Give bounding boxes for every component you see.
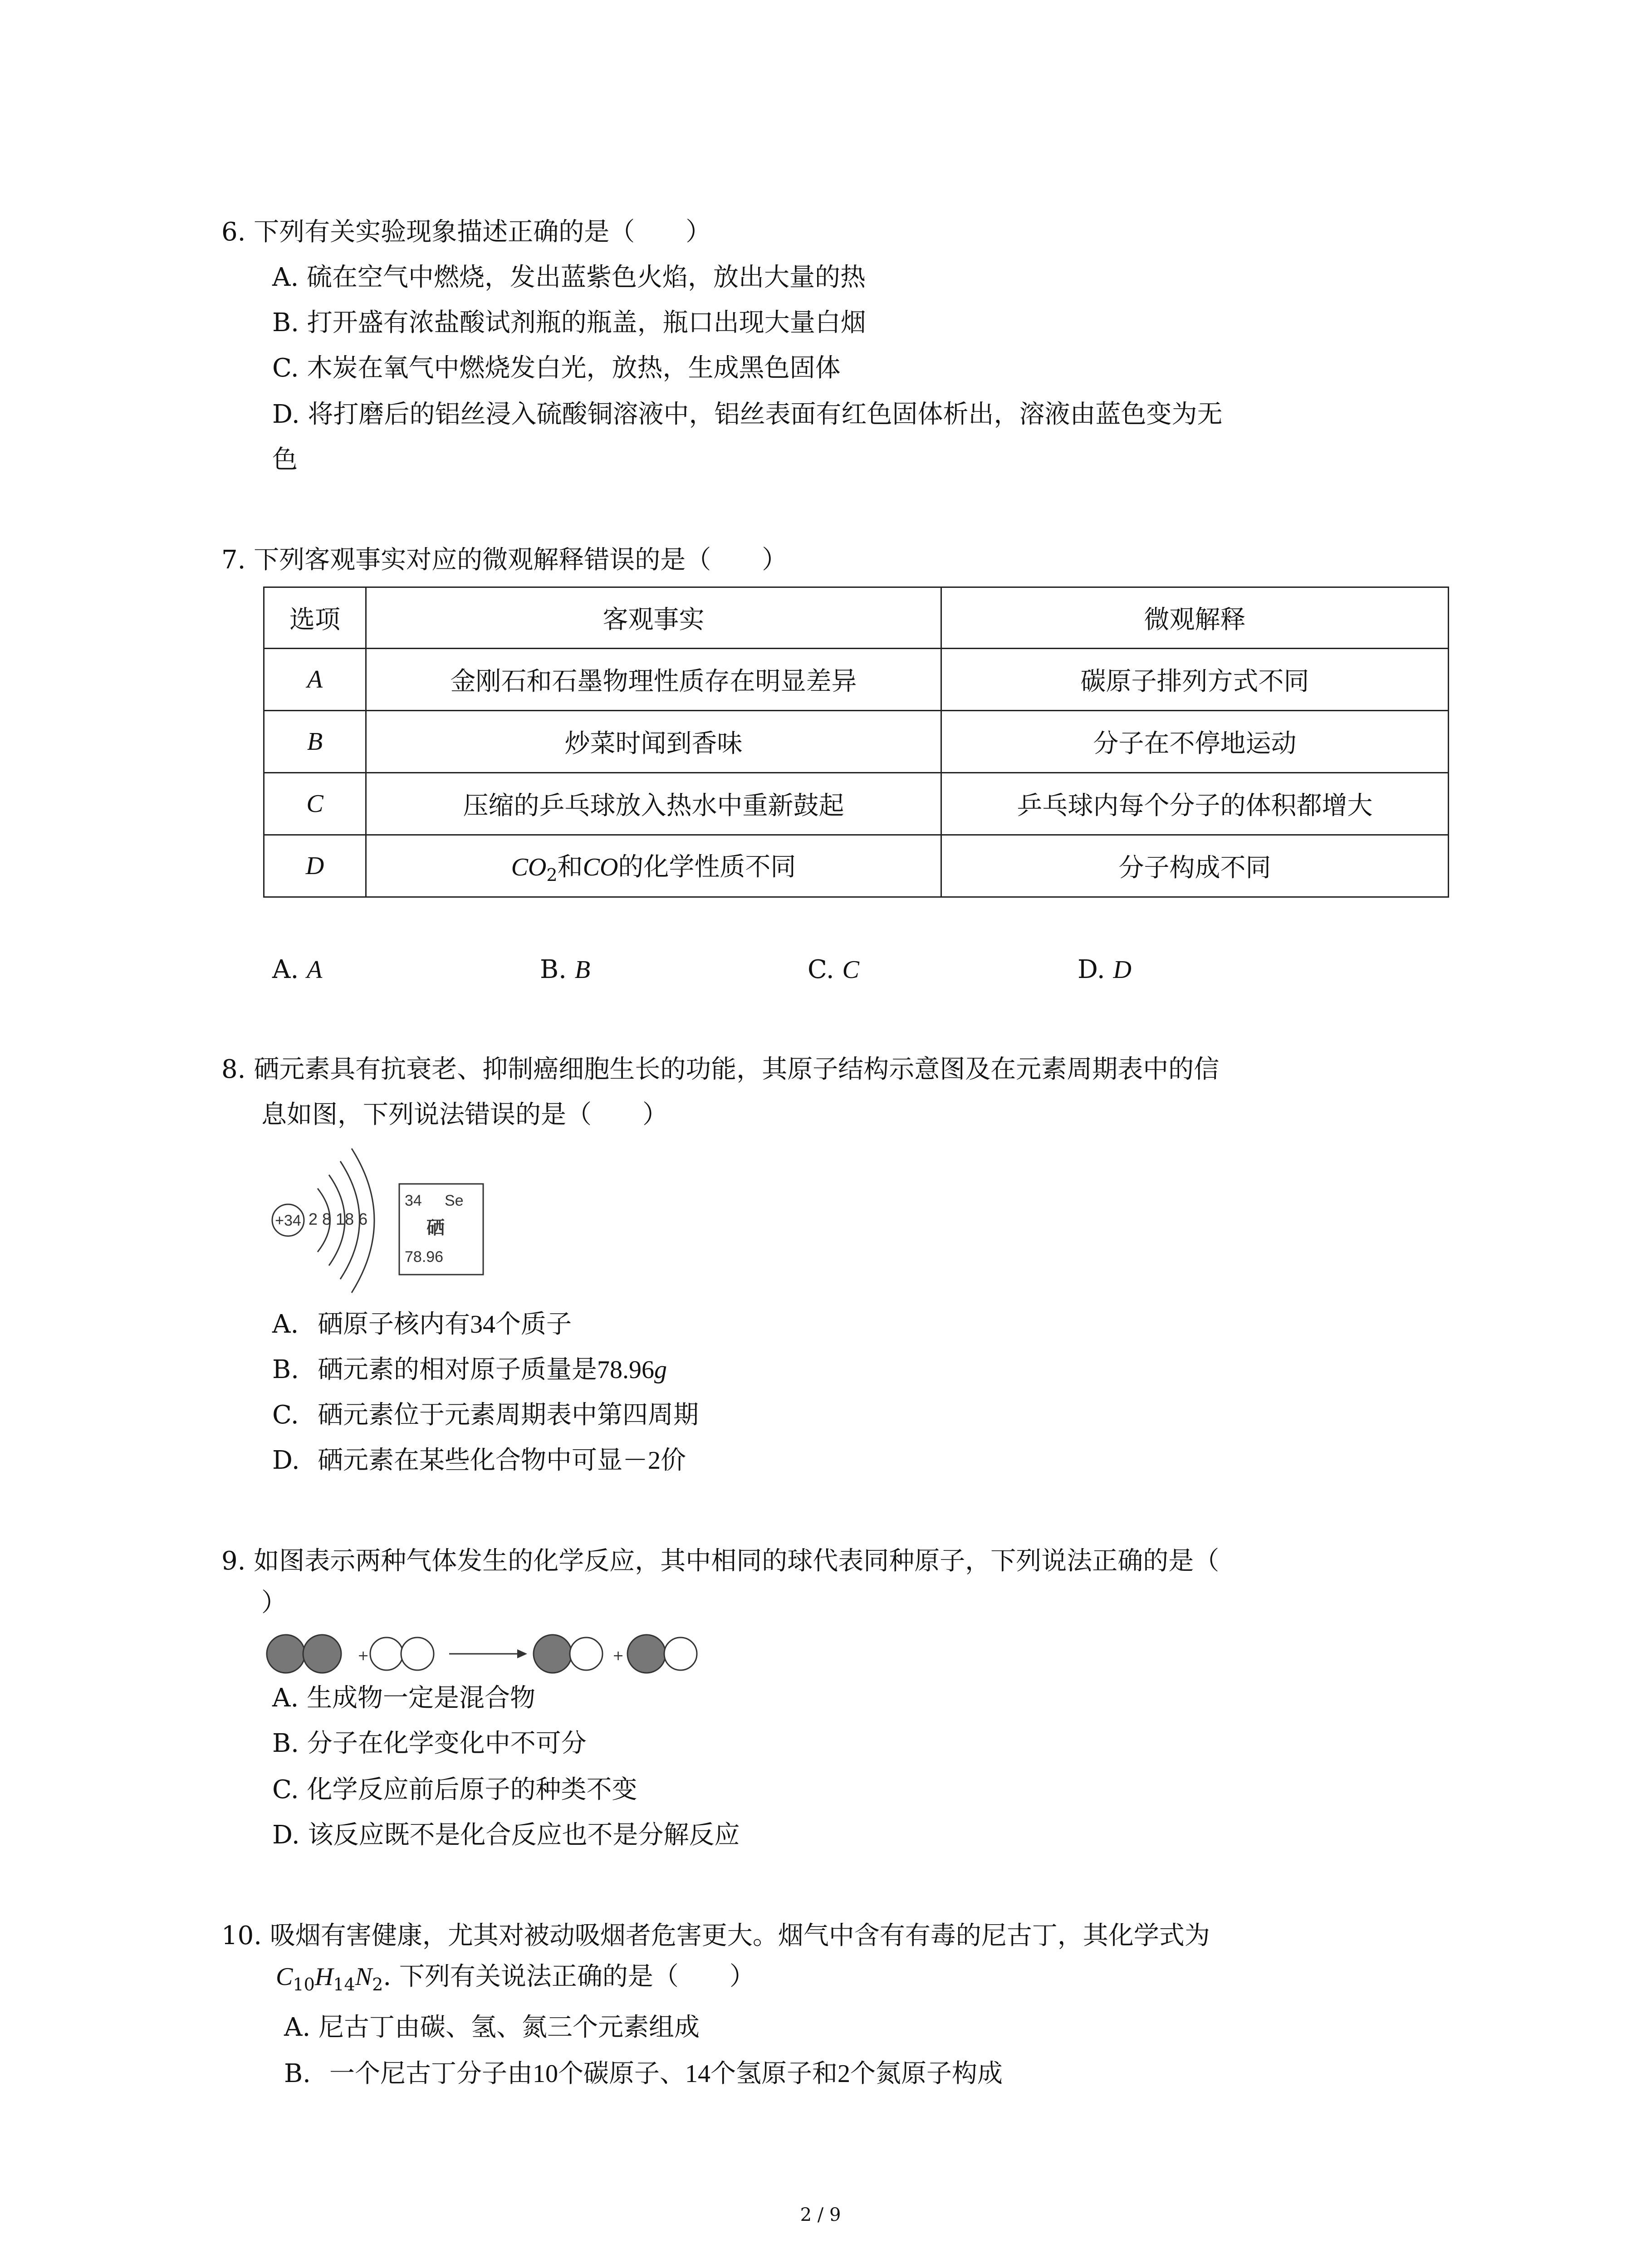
element-name: 硒 (426, 1217, 445, 1238)
dark-atom (534, 1635, 572, 1673)
question-9-option-d: D. 该反应既不是化合反应也不是分解反应 (272, 1820, 740, 1850)
option-number: 10 (533, 2060, 558, 2088)
table-cell-option: C (264, 773, 366, 835)
option-number: 78.96 (597, 1356, 654, 1384)
question-8-option-a (272, 1306, 572, 1343)
table-cell-explanation: 分子在不停地运动 (941, 711, 1449, 773)
question-10-stem-line-1: 10. 吸烟有害健康，尤其对被动吸烟者危害更大。烟气中含有有毒的尼古丁，其化学式为 (221, 1921, 1210, 1950)
choice-label: A. (272, 955, 299, 984)
table-cell-explanation: 碳原子排列方式不同 (941, 649, 1449, 711)
option-text: 硒元素位于元素周期表中第四周期 (318, 1400, 699, 1430)
dark-atom (303, 1635, 341, 1673)
light-atom (570, 1637, 603, 1670)
question-6-option-b: B. 打开盛有浓盐酸试剂瓶的瓶盖，瓶口出现大量白烟 (272, 308, 866, 337)
table-row (264, 773, 1449, 835)
option-prefix: C. (272, 1400, 299, 1430)
choice-label: B. (540, 955, 567, 984)
option-number: 2 (838, 2060, 850, 2088)
option-text: 个氮原子构成 (850, 2059, 1003, 2088)
table-header-option: 选项 (264, 587, 366, 649)
option-text-b: 价 (661, 1446, 686, 1475)
choice-value: A (307, 956, 323, 984)
option-text-b: 个质子 (495, 1310, 572, 1339)
question-9-option-a: A. 生成物一定是混合物 (272, 1683, 536, 1713)
formula-c: C (276, 1963, 293, 1991)
question-8-option-b (272, 1352, 667, 1388)
option-text: 个碳原子、 (558, 2059, 685, 2088)
light-atom (370, 1637, 403, 1670)
option-text: 硒元素的相对原子质量是 (318, 1355, 597, 1384)
question-9-option-c: C. 化学反应前后原子的种类不变 (272, 1775, 637, 1804)
table-cell-option: D (264, 835, 366, 897)
table-row (264, 649, 1449, 711)
plus-sign: + (612, 1648, 624, 1664)
question-8-stem-line-2: 息如图，下列说法错误的是（ ） (261, 1100, 668, 1129)
table-cell-fact: 金刚石和石墨物理性质存在明显差异 (366, 649, 941, 711)
option-text: 硒元素在某些化合物中可显 (318, 1446, 622, 1475)
formula-h-count: 14 (333, 1975, 355, 1995)
option-text: 个氢原子和 (710, 2059, 838, 2088)
question-7-choice-b (540, 952, 590, 988)
option-number: 14 (685, 2060, 710, 2088)
choice-value: D (1113, 956, 1132, 984)
question-6-option-d-continuation: 色 (272, 445, 298, 474)
reaction-diagram (263, 1631, 717, 1677)
formula-co: CO (583, 853, 618, 881)
question-7-choice-d (1078, 952, 1132, 988)
question-9-stem-line-1: 9. 如图表示两种气体发生的化学反应，其中相同的球代表同种原子，下列说法正确的是（ (221, 1546, 1220, 1576)
question-10-option-a: A. 尼古丁由碳、氢、氮三个元素组成 (284, 2013, 700, 2042)
question-7-choice-c (808, 952, 859, 988)
shell-electrons: 2 8 18 6 (309, 1210, 368, 1228)
formula-c-count: 10 (293, 1975, 315, 1995)
atomic-mass: 78.96 (405, 1248, 444, 1266)
table-header-explanation: 微观解释 (941, 587, 1449, 649)
option-prefix: B. (284, 2059, 311, 2088)
option-number: －2 (622, 1447, 661, 1475)
table-cell-option: A (264, 649, 366, 711)
option-text: 硒原子核内有 (318, 1310, 470, 1339)
option-prefix: A. (272, 1310, 299, 1339)
choice-value: C (842, 956, 859, 984)
selenium-figure (263, 1143, 490, 1306)
question-6-stem: 6. 下列有关实验现象描述正确的是（ ） (221, 217, 711, 247)
table-cell-fact: 炒菜时闻到香味 (366, 711, 941, 773)
table-cell-explanation: 分子构成不同 (941, 835, 1449, 897)
option-text: 一个尼古丁分子由 (329, 2059, 533, 2088)
option-prefix: B. (272, 1355, 299, 1384)
table-header-fact: 客观事实 (366, 587, 941, 649)
question-8-option-d (272, 1442, 686, 1479)
question-7-table (263, 587, 1449, 898)
fact-rest: 的化学性质不同 (618, 852, 796, 882)
element-symbol: Se (445, 1192, 464, 1209)
question-9-option-b: B. 分子在化学变化中不可分 (272, 1729, 587, 1758)
question-7-choice-a (272, 952, 322, 988)
reaction-figure (263, 1631, 717, 1677)
dark-atom (627, 1635, 666, 1673)
choice-label: C. (808, 955, 834, 984)
formula-subscript: 2 (546, 865, 558, 885)
question-9-stem-line-2: ） (261, 1588, 287, 1618)
option-number: 34 (470, 1310, 495, 1339)
question-8-option-c (272, 1397, 699, 1433)
question-6-option-c: C. 木炭在氧气中燃烧发白光，放热，生成黑色固体 (272, 353, 841, 383)
choice-label: D. (1078, 955, 1105, 984)
formula-n-count: 2 (372, 1975, 383, 1995)
dark-atom (267, 1635, 305, 1673)
choice-value: B (574, 956, 590, 984)
table-cell-fact (366, 835, 941, 897)
question-6-option-a: A. 硫在空气中燃烧，发出蓝紫色火焰，放出大量的热 (272, 263, 866, 292)
fact-connector: 和 (557, 852, 583, 882)
page-number: 2 / 9 (800, 2204, 841, 2225)
question-10-stem-line-2 (276, 1959, 755, 2003)
table-header-row (264, 587, 1449, 649)
table-row (264, 835, 1449, 897)
plus-sign: + (358, 1648, 369, 1664)
table-row (264, 711, 1449, 773)
formula-n: N (355, 1963, 372, 1991)
question-7-stem: 7. 下列客观事实对应的微观解释错误的是（ ） (221, 545, 788, 575)
selenium-atom-diagram (263, 1143, 490, 1306)
nucleus-charge: +34 (275, 1212, 301, 1229)
option-prefix: D. (272, 1446, 300, 1475)
table-cell-option: B (264, 711, 366, 773)
question-8-stem-line-1: 8. 硒元素具有抗衰老、抑制癌细胞生长的功能，其原子结构示意图及在元素周期表中的信 (221, 1055, 1220, 1084)
question-10-option-b (284, 2056, 1003, 2092)
table-cell-fact: 压缩的乒乓球放入热水中重新鼓起 (366, 773, 941, 835)
light-atom (664, 1637, 697, 1670)
atomic-number: 34 (405, 1192, 422, 1209)
formula-h: H (314, 1963, 333, 1991)
question-6-option-d: D. 将打磨后的铝丝浸入硫酸铜溶液中，铝丝表面有红色固体析出，溶液由蓝色变为无 (272, 400, 1223, 429)
formula-co2: CO (511, 853, 547, 881)
stem-rest: . 下列有关说法正确的是（ ） (383, 1962, 755, 1991)
light-atom (401, 1637, 434, 1670)
option-unit: g (654, 1356, 667, 1384)
table-cell-explanation: 乒乓球内每个分子的体积都增大 (941, 773, 1449, 835)
